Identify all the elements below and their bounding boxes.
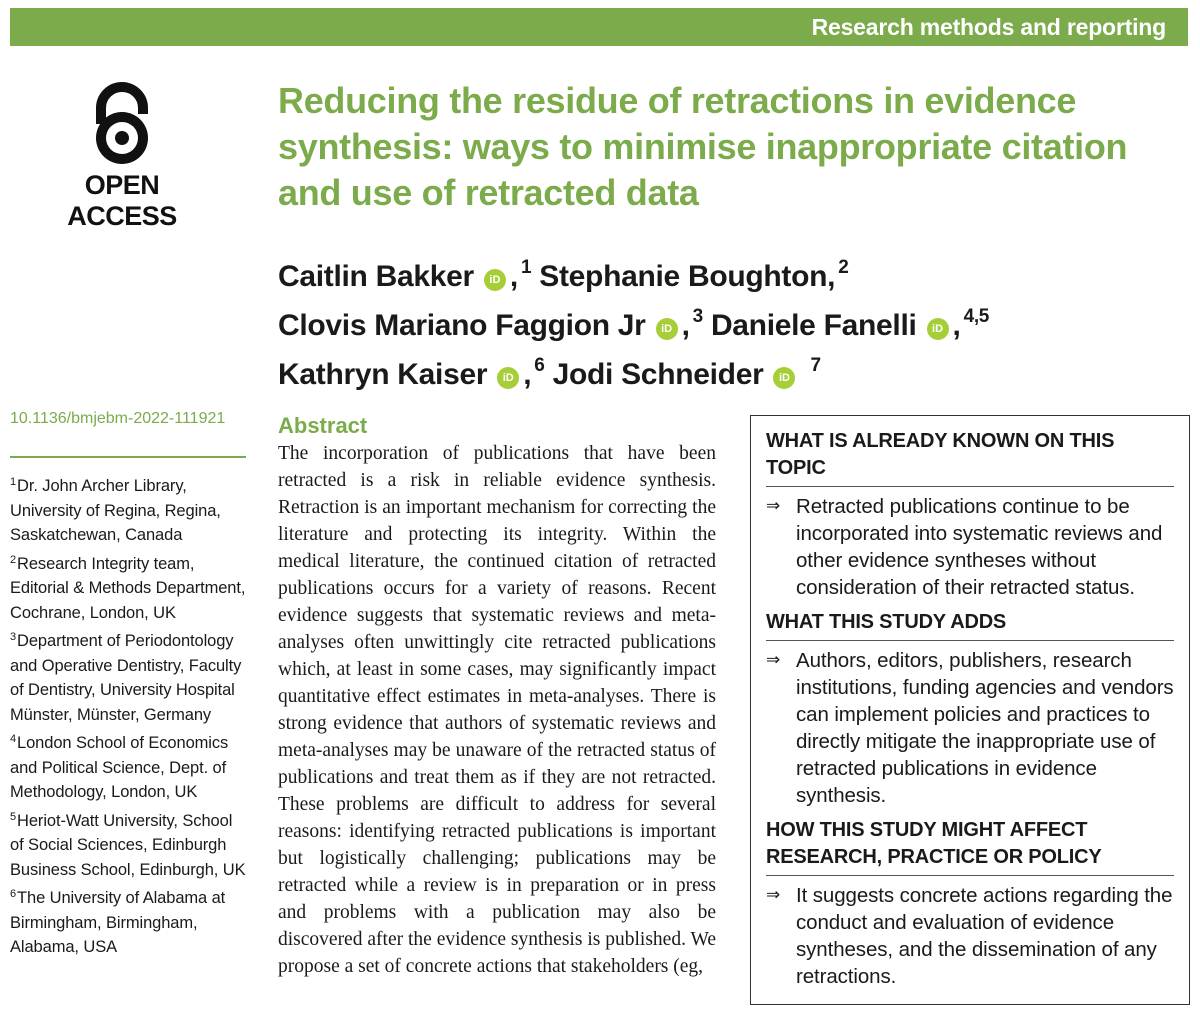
affiliation-number: 4 (10, 733, 17, 745)
summary-heading: WHAT THIS STUDY ADDS (766, 609, 1174, 641)
article-meta-column (10, 410, 246, 960)
summary-heading: HOW THIS STUDY MIGHT AFFECT RESEARCH, PRACTICE OR POLICY (766, 817, 1174, 876)
affiliation-text: Research Integrity team, Editorial & Methods Department, Cochrane, London, UK (10, 554, 246, 622)
abstract-heading: Abstract (278, 413, 368, 438)
author-affiliation-number: 6 (534, 355, 545, 376)
summary-section (766, 609, 1174, 809)
summary-item (766, 493, 1174, 601)
summary-box (750, 415, 1190, 1005)
author-affiliation-number: 7 (810, 355, 821, 376)
affiliation-item (10, 727, 246, 805)
section-label: Research methods and reporting (811, 13, 1166, 40)
author-affiliation-number: 1 (520, 257, 532, 278)
summary-item (766, 647, 1174, 809)
summary-text: Authors, editors, publishers, research institutions, funding agencies and vendors can implement policies and practices to directly mitigate the inappropriate use of retracted publications in evidence synthesis. (796, 649, 1174, 807)
affiliation-item (10, 625, 246, 727)
affiliation-text: London School of Economics and Political Science, Dept. of Methodology, London, UK (10, 734, 229, 801)
author-name[interactable]: Kathryn Kaiser (278, 358, 488, 391)
abstract-text: The incorporation of publications that have been retracted is a risk in reliable evidence synthesis. Retraction is an important mechanism for correcting the literature and protecting its integrity. Within the medical literature, the continued citation of retracted publications occurs for a variety of reasons. Recent evidence suggests that systematic reviews and meta-analyses often unwittingly cite retracted publications which, at least in some cases, may significantly impact quantitative effect estimates in meta-analyses. There is strong evidence that authors of systematic reviews and meta-analyses may be unaware of the retracted status of publications and treat them as if they are not retracted. These problems are difficult to address for several reasons: identifying retracted publications is important but logistically challenging; publications may be retracted while a review is in preparation or in press and problems with a publication may also be discovered after the evidence synthesis is published. We propose a set of concrete actions that stakeholders (eg, (278, 443, 716, 977)
author-affiliation-number: 2 (838, 257, 849, 278)
author-name[interactable]: Clovis Mariano Faggion Jr (278, 309, 646, 342)
affiliation-text: Heriot-Watt University, School of Social Sciences, Edinburgh Business School, Edinburgh, UK (10, 811, 246, 879)
open-access-logo (40, 80, 204, 231)
article-title: Reducing the residue of retractions in evidence synthesis: ways to minimise inappropriate citation and use of retracted data (278, 80, 1128, 213)
affiliation-text: Dr. John Archer Library, University of Regina, Regina, Saskatchewan, Canada (10, 477, 221, 544)
orcid-icon[interactable]: iD (927, 318, 949, 340)
affiliation-number: 2 (10, 553, 17, 566)
orcid-icon[interactable]: iD (773, 367, 795, 389)
author-name[interactable]: Jodi Schneider (552, 358, 764, 391)
author-name[interactable]: Caitlin Bakker (278, 260, 474, 293)
author-list: Caitlin Bakker iD , $^1$ Stephanie Boughton, $^2$ Clovis Mariano Faggion Jr iD , $^3$ Daniele Fanelli iD , $^{4,5}$ Kathryn Kaiser iD , $^6$ Jodi Schneider iD $^7$ (278, 257, 990, 391)
summary-section (766, 817, 1174, 990)
arrow-icon: ⇒ (766, 885, 781, 905)
affiliation-number: 1 (10, 476, 17, 488)
summary-text: It suggests concrete actions regarding the conduct and evaluation of evidence syntheses, and the dissemination of any retractions. (796, 884, 1173, 988)
affiliation-number: 5 (10, 810, 17, 823)
affiliation-item (10, 548, 246, 626)
author-affiliation-number: 3 (692, 306, 703, 327)
open-access-lock-icon (84, 80, 160, 166)
section-banner (10, 8, 1188, 46)
summary-section (766, 428, 1174, 601)
summary-item (766, 882, 1174, 990)
affiliation-text: Department of Periodontology and Operative Dentistry, Faculty of Dentistry, University Hospital Münster, Münster, Germany (10, 632, 242, 724)
doi-link[interactable]: 10.1136/bmjebm-2022-111921 (10, 410, 246, 458)
author-affiliation-number: 4,5 (963, 306, 990, 327)
affiliation-item (10, 470, 246, 548)
orcid-icon[interactable]: iD (497, 367, 519, 389)
affiliation-item (10, 805, 246, 883)
arrow-icon: ⇒ (766, 496, 781, 516)
affiliation-number: 6 (10, 888, 17, 900)
arrow-icon: ⇒ (766, 650, 781, 670)
affiliation-number: 3 (10, 631, 17, 643)
affiliation-item (10, 882, 246, 960)
author-name[interactable]: Daniele Fanelli (710, 309, 917, 342)
abstract-section (278, 412, 716, 980)
summary-heading: WHAT IS ALREADY KNOWN ON THIS TOPIC (766, 428, 1174, 487)
affiliation-list (10, 470, 246, 960)
orcid-icon[interactable]: iD (484, 269, 506, 291)
author-name[interactable]: Stephanie Boughton (539, 260, 828, 293)
summary-text: Retracted publications continue to be incorporated into systematic reviews and other evidence syntheses without consideration of their retracted status. (796, 495, 1163, 599)
open-access-label: OPEN ACCESS (67, 170, 177, 231)
orcid-icon[interactable]: iD (656, 318, 678, 340)
affiliation-text: The University of Alabama at Birmingham, Birmingham, Alabama, USA (10, 889, 226, 956)
